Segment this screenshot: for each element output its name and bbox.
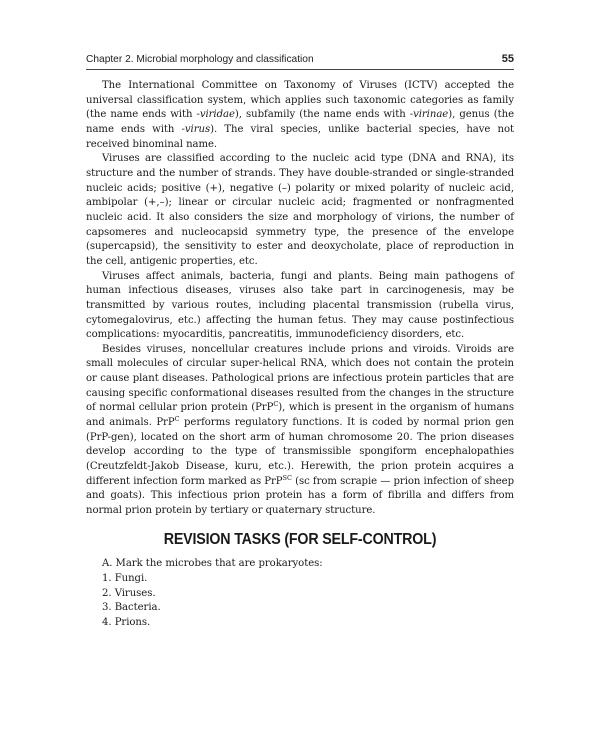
task-question: A. Mark the microbes that are prokaryotes: <box>102 558 323 570</box>
paragraph-classification: Viruses are classified according to the nucleic acid type (DNA and RNA), its structure and the number of strands. They have double-stranded or single-stranded nucleic acids; positive (+), negative (–) polarity or mixed polarity of nucleic acid, ambipolar (+,–); linear or circular nucleic acid; fragmented or nonfragmented nucleic acid. It also considers the size and morphology of virions, the number of capsomeres and nucleocapsid symmetry type, the presence of the envelope (supercapsid), the sensitivity to ester and deoxycholate, place of reproduction in the cell, antigenic properties, etc. <box>86 153 514 267</box>
text-run: The International Committee on Taxonomy of Viruses (ICTV) accepted the universal classification system, which applies such taxonomic categories as family (the name ends with <box>86 80 514 121</box>
chapter-title: Chapter 2. Microbial morphology and classification <box>86 54 314 65</box>
suffix-viridae: -viridae <box>196 109 235 121</box>
text-run: Besides viruses, noncellular creatures include prions and viroids. Viroids are small molecules of circular super-helical RNA, which does not contain the protein or cause plant diseases. Pathological prions are infectious protein particles that are causing specific conformational diseases resulted from the changes in the structure of normal cellular prion protein (PrP <box>86 343 514 414</box>
answer-option: 1. Fungi. <box>102 573 148 584</box>
page-number: 55 <box>501 53 514 65</box>
paragraph-ictv <box>86 79 514 152</box>
suffix-virinae: -virinae <box>409 109 449 121</box>
text-run: ), subfamily (the name ends with <box>234 109 410 121</box>
answer-option: 4. Prions. <box>102 616 151 628</box>
section-heading: REVISION TASKS (FOR SELF-CONTROL) <box>163 530 437 548</box>
superscript: SC <box>282 473 292 482</box>
text-run: ), genus (the name ends with <box>86 109 514 135</box>
suffix-virus: -virus <box>181 123 211 135</box>
answer-option: 2. Viruses. <box>102 587 156 599</box>
answer-option: 3. Bacteria. <box>102 602 161 614</box>
paragraph-prions <box>86 343 514 519</box>
text-run: ). The viral species, unlike bacterial species, have not received binominal name. <box>86 123 514 150</box>
answer-options <box>86 572 514 631</box>
superscript: C <box>174 415 180 424</box>
page-body <box>86 79 514 631</box>
text-run: (sc from scrapie — prion infection of sheep and goats). This infectious prion protein has a form of fibrilla and differs from normal prion protein by tertiary or quaternary structure. <box>86 475 514 517</box>
paragraph-pathogens: Viruses affect animals, bacteria, fungi and plants. Being main pathogens of human infectious diseases, viruses also take part in carcinogenesis, may be transmitted by various routes, including placental transmission (rubella virus, cytomegalovirus, etc.) affecting the human fetus. They may cause postinfectious complications: myocarditis, pancreatitis, immunodeficiency disorders, etc. <box>86 270 514 341</box>
superscript: C <box>273 400 279 409</box>
text-run: ), which is present in the organism of humans and animals. PrP <box>86 402 514 429</box>
text-run: performs regulatory functions. It is coded by normal prion gen (PrP-gen), located on the short arm of human chromosome 20. The prion diseases develop according to the type of transmissible spongiform encephalopathies (Creutzfeldt-Jakob Disease, kuru, etc.). Herewith, the prion protein acquires a different infection form marked as PrP <box>86 417 514 487</box>
running-header <box>86 53 514 70</box>
